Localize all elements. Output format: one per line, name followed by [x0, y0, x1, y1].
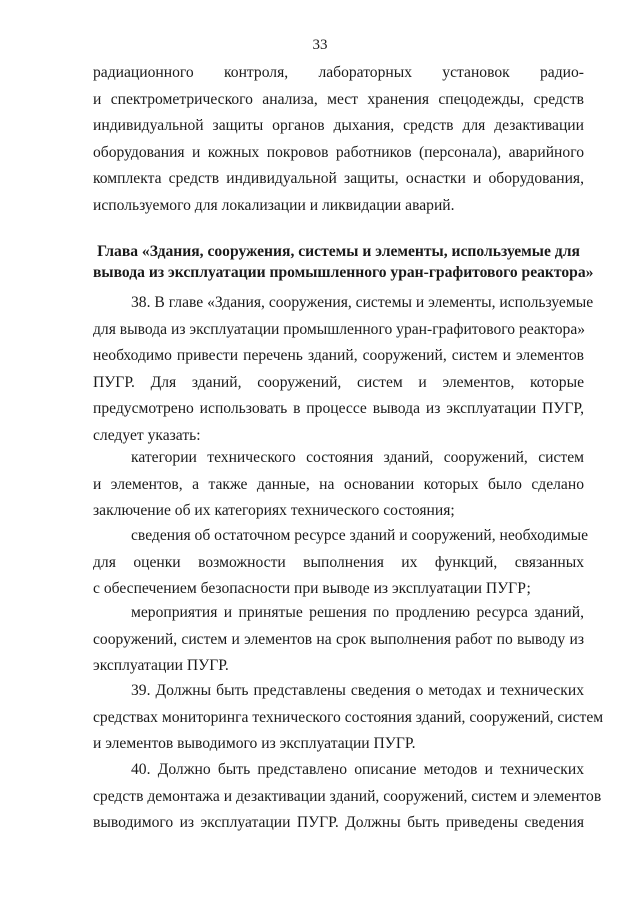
heading-line: вывода из эксплуатации промышленного уран-графитового реактора» [93, 264, 594, 281]
chapter-heading [93, 241, 594, 283]
text-line: индивидуальной защиты органов дыхания, средств для дезактивации [93, 117, 584, 134]
text-line: для оценки возможности выполнения их функций, связанных [93, 553, 584, 571]
paragraph-40 [93, 757, 602, 837]
text-line: и элементов выводимого из эксплуатации ПУГР. [93, 735, 416, 752]
text-line: сооружений, систем и элементов на срок выполнения работ по выводу из [93, 630, 584, 648]
paragraph-39 [93, 678, 604, 758]
intro-paragraph [93, 60, 584, 219]
list-item-residual-resource [93, 523, 589, 603]
text-line: заключение об их категориях технического состояния; [93, 502, 455, 519]
text-line: и элементов, а также данные, на основании которых было сделано [93, 475, 584, 493]
list-item-resource-extension [93, 600, 584, 680]
text-line: используемого для локализации и ликвидации аварий. [93, 196, 455, 214]
text-line: мероприятия и принятые решения по продлению ресурса зданий, [131, 604, 584, 621]
paragraph-38 [93, 290, 594, 449]
text-line: 40. Должно быть представлено описание методов и технических [131, 761, 584, 778]
text-line: 39. Должны быть представлены сведения о методах и технических [131, 682, 584, 699]
text-line: категории технического состояния зданий, сооружений, систем [131, 449, 584, 466]
text-line: с обеспечением безопасности при выводе из эксплуатации ПУГР; [93, 580, 531, 597]
text-line: следует указать: [93, 426, 201, 444]
text-line: радиационного контроля, лабораторных установок радио- [93, 64, 584, 81]
page-number: 33 [312, 37, 328, 53]
text-line: выводимого из эксплуатации ПУГР. Должны быть приведены сведения [93, 814, 584, 831]
text-line: предусмотрено использовать в процессе вывода из эксплуатации ПУГР, [93, 400, 584, 417]
text-line: средствах мониторинга технического состояния зданий, сооружений, систем [93, 708, 604, 726]
text-line: сведения об остаточном ресурсе зданий и сооружений, необходимые [131, 527, 589, 544]
text-line: эксплуатации ПУГР. [93, 657, 229, 674]
heading-line: Глава «Здания, сооружения, системы и элементы, используемые для [97, 243, 580, 260]
text-line: средств демонтажа и дезактивации зданий, сооружений, систем и элементов [93, 787, 602, 805]
text-line: для вывода из эксплуатации промышленного уран-графитового реактора» [93, 320, 586, 338]
text-line: оборудования и кожных покровов работников (персонала), аварийного [93, 143, 584, 161]
text-line: необходимо привести перечень зданий, сооружений, систем и элементов [93, 347, 584, 364]
text-line: комплекта средств индивидуальной защиты, оснастки и оборудования, [93, 170, 584, 187]
text-line: ПУГР. Для зданий, сооружений, систем и элементов, которые [93, 373, 584, 391]
text-line: 38. В главе «Здания, сооружения, системы и элементы, используемые [131, 294, 594, 311]
list-item-categories [93, 445, 584, 525]
text-line: и спектрометрического анализа, мест хранения спецодежды, средств [93, 90, 584, 108]
